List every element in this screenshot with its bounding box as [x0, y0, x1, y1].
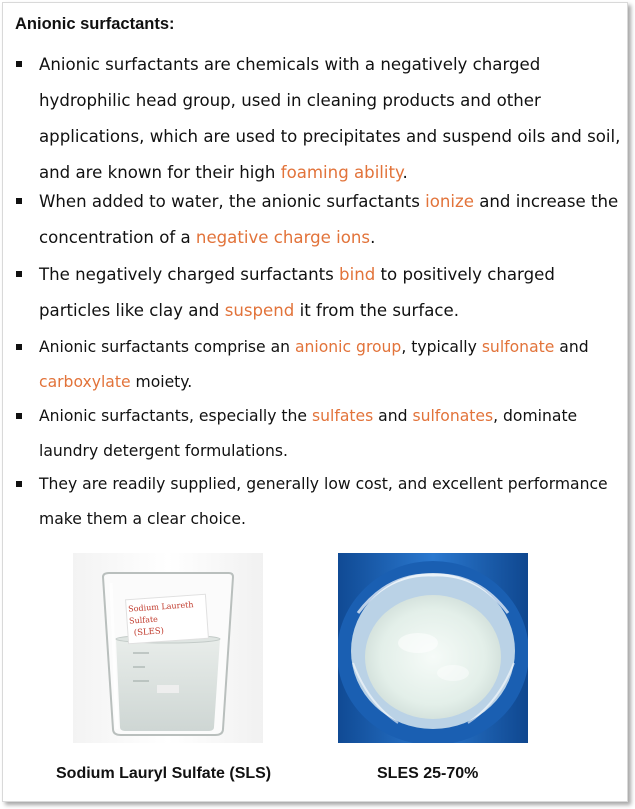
drum-illustration — [338, 553, 528, 743]
square-bullet-icon — [16, 481, 22, 487]
highlighted-term: sulfates — [311, 407, 374, 425]
square-bullet-icon — [16, 198, 22, 204]
square-bullet-icon — [16, 413, 22, 419]
body-text: Anionic surfactants, especially the — [39, 407, 312, 425]
slide-card — [2, 2, 628, 802]
body-text: The negatively charged surfactants — [39, 265, 340, 284]
highlighted-term: sulfonates — [412, 407, 494, 425]
bullet-text — [39, 257, 621, 329]
square-bullet-icon — [16, 344, 22, 350]
sles-caption: SLES 25-70% — [377, 765, 479, 782]
beaker-label-text: Sodium Laureth — [127, 600, 194, 614]
bullet-text — [39, 330, 621, 399]
body-text: They are readily supplied, generally low cost, and excellent performance make them a clear choice. — [39, 475, 608, 528]
body-text: and increase the concentration of a — [39, 192, 619, 247]
bullet-text — [39, 399, 621, 468]
body-text: , typically — [401, 338, 482, 356]
body-text: to positively charged particles like clay and — [39, 265, 555, 320]
beaker-label-text: Sulfate — [128, 614, 159, 626]
highlighted-term: ionize — [425, 192, 474, 211]
body-text: it from the surface. — [294, 301, 459, 320]
drum-photo — [338, 553, 528, 743]
body-text: , dominate laundry detergent formulations. — [39, 407, 578, 460]
square-bullet-icon — [16, 271, 22, 277]
body-text: moiety. — [130, 372, 193, 391]
bullet-text — [39, 47, 621, 191]
highlighted-term: negative charge ions — [195, 228, 371, 247]
body-text: Anionic surfactants are chemicals with a negatively charged hydrophilic head group, used in cleaning products and other applications, which are used to precipitates and suspend oils and soil, and are known for their high — [39, 55, 621, 182]
body-text: When added to water, the anionic surfactants — [39, 192, 426, 211]
bullet-text — [39, 467, 621, 536]
body-text: and — [373, 407, 413, 425]
highlighted-term: anionic group — [294, 338, 402, 356]
highlighted-term: suspend — [224, 301, 295, 320]
highlighted-term: bind — [339, 265, 376, 284]
body-text: Anionic surfactants comprise an — [39, 338, 295, 356]
body-text: . — [402, 163, 408, 182]
highlighted-term: foaming ability — [280, 163, 403, 182]
square-bullet-icon — [16, 61, 22, 67]
body-text: and — [554, 338, 589, 356]
beaker-illustration — [73, 553, 263, 743]
beaker-photo — [73, 553, 263, 743]
sls-caption: Sodium Lauryl Sulfate (SLS) — [56, 765, 272, 782]
slide-title: Anionic surfactants: — [15, 15, 175, 33]
beaker-label-text: (SLES) — [133, 626, 165, 639]
body-text: . — [370, 228, 376, 247]
highlighted-term: carboxylate — [39, 372, 131, 391]
highlighted-term: sulfonate — [481, 338, 555, 356]
bullet-text — [39, 184, 621, 256]
